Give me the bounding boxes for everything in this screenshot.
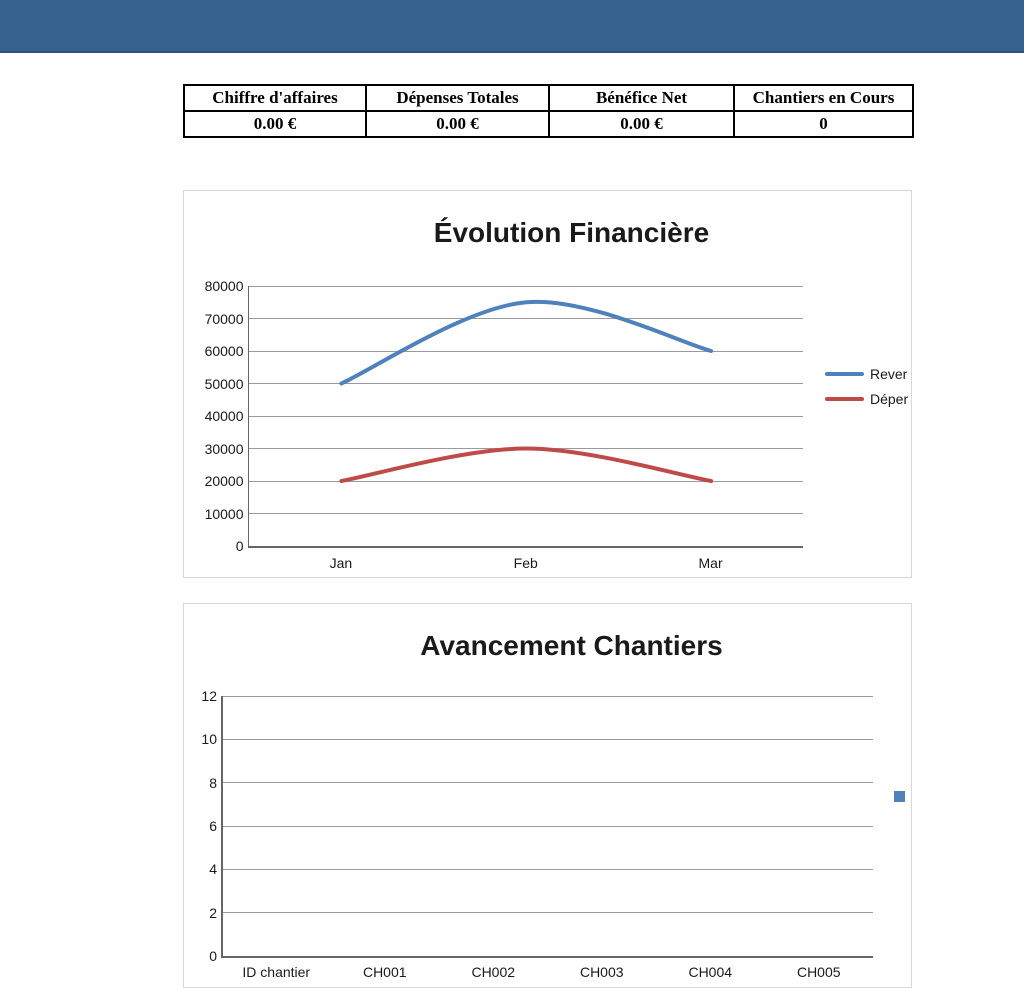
gridline bbox=[222, 826, 873, 827]
y-tick-label: 70000 bbox=[204, 310, 244, 327]
y-tick-label: 60000 bbox=[204, 343, 244, 359]
y-tick-label: 8 bbox=[209, 774, 217, 791]
gridline bbox=[222, 912, 873, 913]
financial-chart-plot bbox=[184, 191, 911, 577]
x-tick-label: CH001 bbox=[362, 964, 407, 980]
x-axis-line bbox=[248, 546, 804, 548]
kpi-header-chiffre-affaires: Chiffre d'affaires bbox=[184, 85, 366, 111]
financial-chart-title: Évolution Financière bbox=[433, 217, 710, 248]
y-tick-label: 4 bbox=[209, 861, 217, 878]
y-tick-label: 10000 bbox=[204, 505, 244, 522]
y-tick-label: 20000 bbox=[204, 473, 244, 489]
gridline bbox=[222, 782, 873, 783]
gridline bbox=[222, 869, 873, 870]
x-axis-line bbox=[221, 956, 873, 958]
y-tick-label: 30000 bbox=[204, 440, 244, 457]
y-tick-label: 0 bbox=[209, 948, 217, 964]
kpi-value-benefice-net: 0.00 € bbox=[549, 111, 734, 137]
kpi-header-benefice-net: Bénéfice Net bbox=[549, 85, 734, 111]
kpi-header-chantiers-en-cours: Chantiers en Cours bbox=[734, 85, 913, 111]
financial-evolution-chart-card bbox=[183, 190, 912, 578]
x-tick-label: Jan bbox=[329, 555, 353, 571]
kpi-header-depenses-totales: Dépenses Totales bbox=[366, 85, 549, 111]
chantiers-chart-plot bbox=[184, 604, 911, 987]
window-header-bar bbox=[0, 0, 1024, 53]
chantiers-progress-chart-card bbox=[183, 603, 912, 988]
x-tick-label: Mar bbox=[698, 555, 723, 571]
series-line-0 bbox=[341, 302, 711, 384]
chantiers-chart-title: Avancement Chantiers bbox=[420, 630, 723, 661]
legend-label-0: Rever bbox=[870, 366, 908, 382]
kpi-value-chiffre-affaires: 0.00 € bbox=[184, 111, 366, 137]
y-tick-label: 2 bbox=[209, 904, 217, 921]
y-tick-label: 10 bbox=[201, 731, 217, 748]
x-tick-label: CH005 bbox=[796, 964, 841, 980]
kpi-value-depenses-totales: 0.00 € bbox=[366, 111, 549, 137]
series-line-1 bbox=[341, 449, 711, 482]
y-tick-label: 6 bbox=[209, 818, 217, 834]
gridline bbox=[222, 739, 873, 740]
x-tick-label: Feb bbox=[513, 555, 538, 571]
kpi-header-row bbox=[184, 85, 913, 111]
kpi-value-chantiers-en-cours: 0 bbox=[734, 111, 913, 137]
legend-marker bbox=[894, 791, 905, 802]
kpi-table bbox=[183, 84, 914, 138]
y-tick-label: 80000 bbox=[204, 278, 244, 294]
y-tick-label: 40000 bbox=[204, 408, 244, 424]
y-tick-label: 0 bbox=[235, 538, 244, 554]
kpi-value-row bbox=[184, 111, 913, 137]
legend-line-sample-1 bbox=[825, 397, 864, 401]
y-axis-line bbox=[221, 696, 223, 956]
x-tick-label: CH003 bbox=[579, 964, 624, 980]
y-tick-label: 12 bbox=[201, 688, 217, 704]
x-tick-label: CH004 bbox=[688, 964, 733, 980]
gridline bbox=[222, 696, 873, 697]
legend-line-sample-0 bbox=[825, 372, 864, 376]
line-series-layer bbox=[249, 286, 804, 546]
legend-label-1: Déper bbox=[870, 391, 909, 407]
x-tick-label: CH002 bbox=[471, 964, 516, 980]
x-tick-label: ID chantier bbox=[242, 964, 311, 980]
y-tick-label: 50000 bbox=[204, 375, 244, 392]
